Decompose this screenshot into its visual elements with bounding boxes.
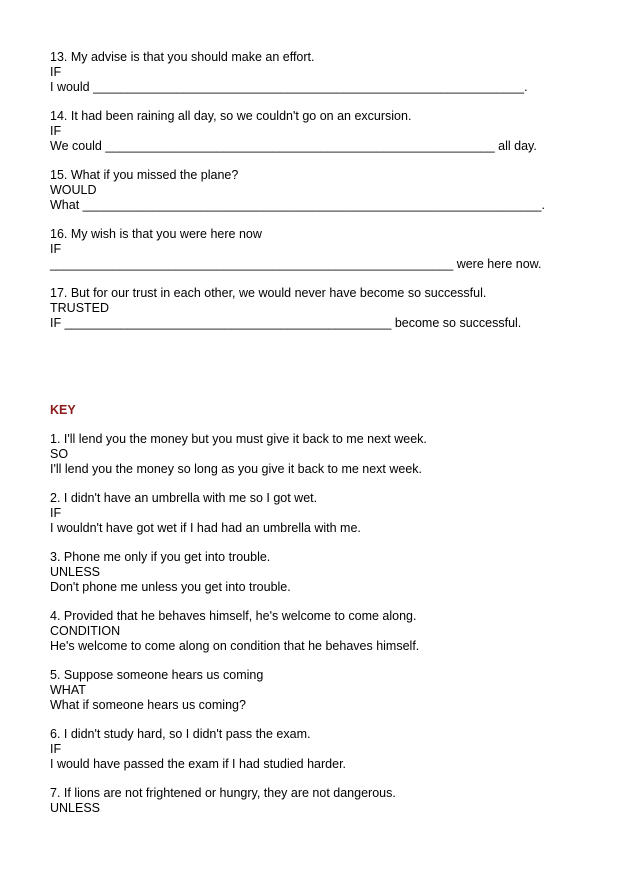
key-answer: He's welcome to come along on condition that he behaves himself. bbox=[50, 639, 420, 653]
answer-key-list bbox=[50, 432, 427, 830]
answer-blank: __________________________________________________________________ bbox=[82, 198, 542, 212]
answer-blank: ________________________________________________________ bbox=[105, 139, 495, 153]
key-item-1 bbox=[50, 432, 427, 477]
exercise-keyword: TRUSTED bbox=[50, 301, 110, 315]
answer-suffix: all day. bbox=[498, 139, 537, 153]
key-answer: I would have passed the exam if I had studied harder. bbox=[50, 757, 347, 771]
exercise-keyword: IF bbox=[50, 124, 62, 138]
exercise-keyword: IF bbox=[50, 242, 62, 256]
exercise-answer-line bbox=[50, 139, 545, 154]
key-question: 6. I didn't study hard, so I didn't pass the exam. bbox=[50, 727, 311, 741]
answer-prefix: We could bbox=[50, 139, 102, 153]
key-question: 4. Provided that he behaves himself, he's welcome to come along. bbox=[50, 609, 417, 623]
exercise-16 bbox=[50, 227, 545, 272]
exercise-answer-line bbox=[50, 257, 545, 272]
key-item-2 bbox=[50, 491, 427, 536]
exercise-14 bbox=[50, 109, 545, 154]
key-question: 5. Suppose someone hears us coming bbox=[50, 668, 264, 682]
answer-suffix: . bbox=[524, 80, 528, 94]
key-keyword: IF bbox=[50, 742, 62, 756]
key-item-4 bbox=[50, 609, 427, 654]
key-keyword: UNLESS bbox=[50, 801, 101, 815]
answer-blank: _______________________________________________ bbox=[64, 316, 392, 330]
exercise-answer-line bbox=[50, 316, 545, 331]
exercise-13 bbox=[50, 50, 545, 95]
key-keyword: IF bbox=[50, 506, 62, 520]
key-question: 1. I'll lend you the money but you must give it back to me next week. bbox=[50, 432, 427, 446]
exercise-answer-line bbox=[50, 80, 545, 95]
exercise-question: 13. My advise is that you should make an effort. bbox=[50, 50, 315, 64]
answer-suffix: become so successful. bbox=[394, 316, 522, 330]
key-question: 7. If lions are not frightened or hungry, they are not dangerous. bbox=[50, 786, 396, 800]
exercise-15 bbox=[50, 168, 545, 213]
key-keyword: WHAT bbox=[50, 683, 86, 697]
key-keyword: SO bbox=[50, 447, 69, 461]
key-item-5 bbox=[50, 668, 427, 713]
key-item-7 bbox=[50, 786, 427, 816]
answer-prefix: IF bbox=[50, 316, 62, 330]
key-item-3 bbox=[50, 550, 427, 595]
exercise-keyword: IF bbox=[50, 65, 62, 79]
key-keyword: UNLESS bbox=[50, 565, 101, 579]
answer-blank: ______________________________________________________________ bbox=[93, 80, 525, 94]
answer-blank: __________________________________________________________ bbox=[50, 257, 454, 271]
exercise-question: 17. But for our trust in each other, we would never have become so successful. bbox=[50, 286, 487, 300]
exercise-17 bbox=[50, 286, 545, 331]
exercise-keyword: WOULD bbox=[50, 183, 97, 197]
key-answer: Don't phone me unless you get into trouble. bbox=[50, 580, 291, 594]
answer-suffix: . bbox=[541, 198, 545, 212]
key-question: 2. I didn't have an umbrella with me so I got wet. bbox=[50, 491, 318, 505]
key-answer: I'll lend you the money so long as you give it back to me next week. bbox=[50, 462, 423, 476]
exercise-answer-line bbox=[50, 198, 545, 213]
answer-prefix: I would bbox=[50, 80, 90, 94]
exercise-question: 15. What if you missed the plane? bbox=[50, 168, 239, 182]
key-answer: I wouldn't have got wet if I had had an umbrella with me. bbox=[50, 521, 361, 535]
answer-prefix: What bbox=[50, 198, 80, 212]
answer-suffix: were here now. bbox=[456, 257, 542, 271]
key-heading: KEY bbox=[50, 403, 76, 417]
key-answer: What if someone hears us coming? bbox=[50, 698, 246, 712]
exercise-question: 14. It had been raining all day, so we couldn't go on an excursion. bbox=[50, 109, 412, 123]
key-keyword: CONDITION bbox=[50, 624, 121, 638]
key-item-6 bbox=[50, 727, 427, 772]
exercise-question: 16. My wish is that you were here now bbox=[50, 227, 262, 241]
exercise-list bbox=[50, 50, 545, 345]
key-question: 3. Phone me only if you get into trouble. bbox=[50, 550, 271, 564]
